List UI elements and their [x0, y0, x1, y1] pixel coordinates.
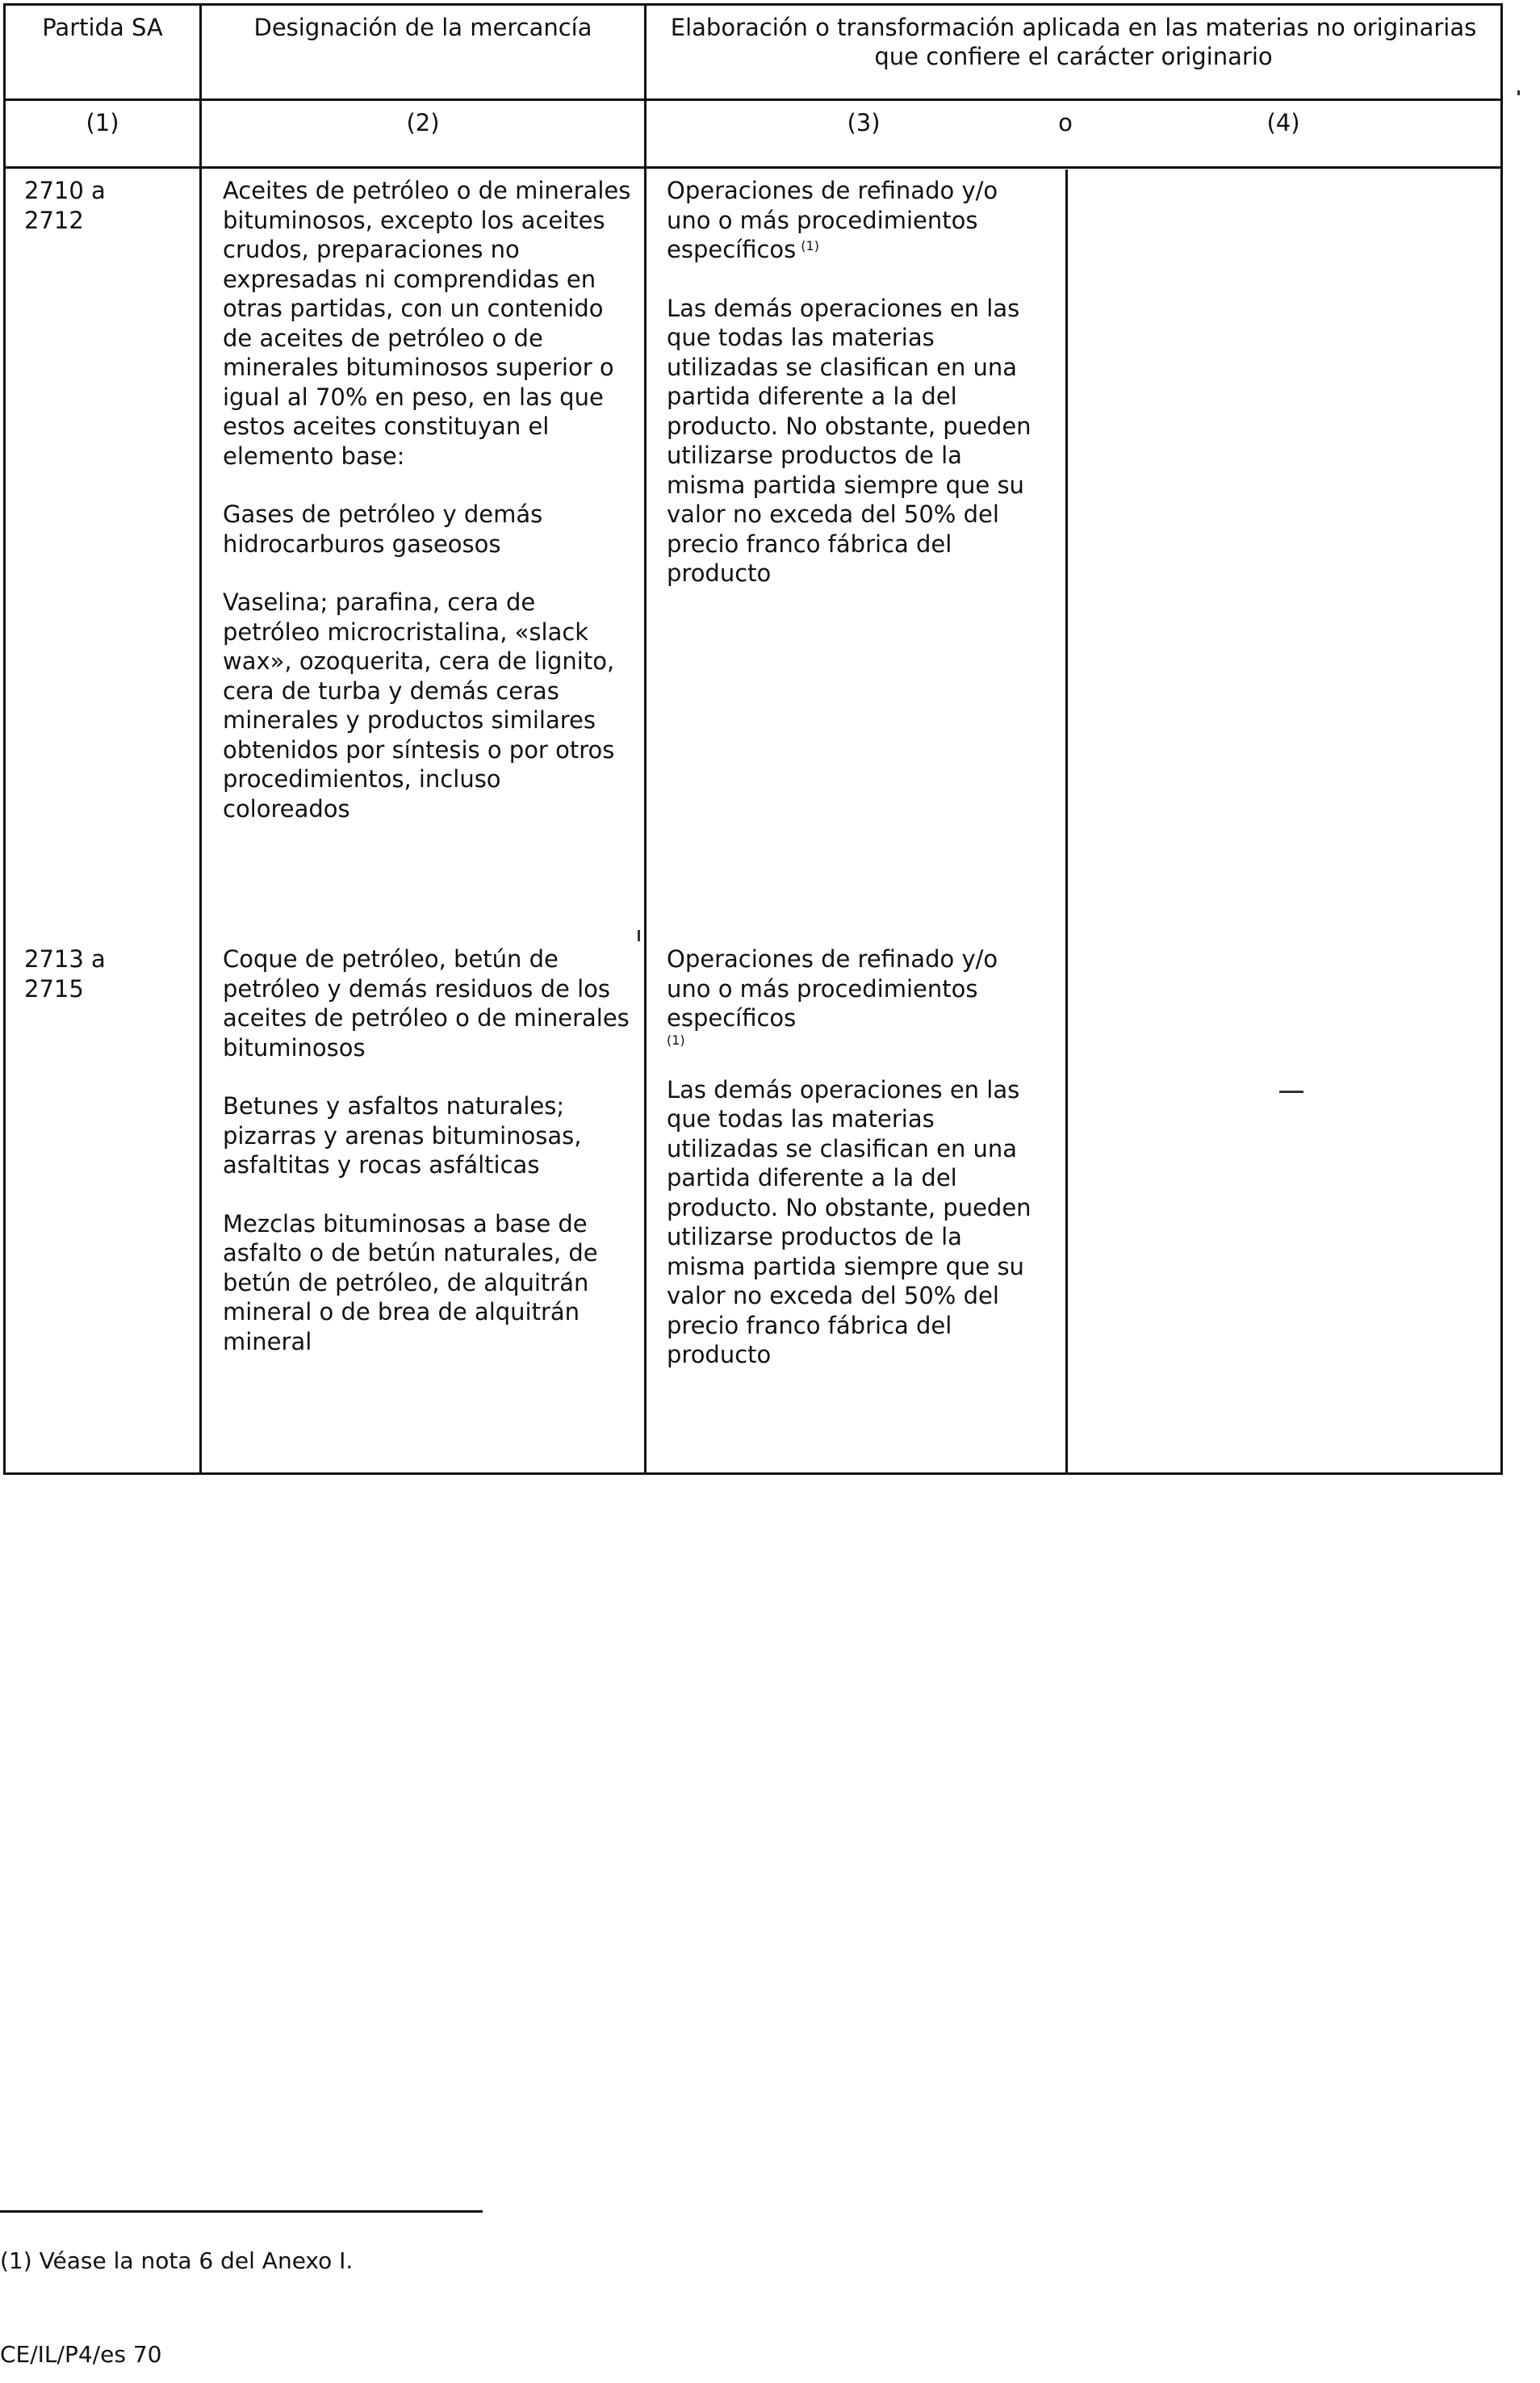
footnote: (1) Véase la nota 6 del Anexo I. — [0, 2247, 354, 2274]
column-divider — [1065, 170, 1068, 1475]
row1-partida: 2710 a 2712 — [24, 177, 106, 234]
header-designacion: Designación de la mercancía — [253, 14, 592, 41]
header-partida: Partida SA — [42, 14, 163, 41]
column-divider — [644, 3, 647, 1475]
row2-elaboracion — [667, 944, 1046, 1370]
footnote-ref: (1) — [667, 1032, 685, 1048]
row1-elaboracion-main-text: Operaciones de refinado y/o uno o más procedimientos específicos — [667, 177, 998, 263]
row1-elaboracion-main — [667, 176, 1046, 265]
header-divider — [3, 98, 1503, 101]
footnote-ref: (1) — [801, 238, 819, 253]
subheader-divider — [3, 166, 1503, 169]
row1-designacion-vaselina: Vaselina; parafina, cera de petróleo microcristalina, «slack wax», ozoquerita, cera de lignito, cera de turba y demás ceras minerales y productos similares obtenidos por síntesis o por otros procedimientos, incluso coloreados — [223, 588, 615, 823]
header-elaboracion: Elaboración o transformación aplicada en las materias no originarias que confiere el carácter originario — [670, 14, 1477, 70]
subheader-or: o — [1058, 109, 1073, 136]
scan-speck — [638, 930, 640, 941]
scan-speck — [1517, 90, 1520, 95]
subheader-col3: (3) — [847, 109, 881, 136]
row1-designacion-gases: Gases de petróleo y demás hidrocarburos gaseosos — [223, 500, 543, 558]
subheader-col4: (4) — [1266, 109, 1300, 136]
row2-designacion — [223, 944, 634, 1356]
row1-designacion-main: Aceites de petróleo o de minerales bituminosos, excepto los aceites crudos, preparaciones no expresadas ni comprendidas en otras partidas, con un contenido de aceites de petróleo o de minerales bituminosos superior o igual al 70% en peso, en las que estos aceites constituyan el elemento base: — [223, 177, 631, 470]
row2-elaboracion-main: Operaciones de refinado y/o uno o más procedimientos específicos — [667, 945, 998, 1032]
page-identifier: CE/IL/P4/es 70 — [0, 2341, 162, 2368]
row1-elaboracion-alt: Las demás operaciones en las que todas las materias utilizadas se clasifican en una partida diferente a la del producto. No obstante, pueden utilizarse productos de la misma partida siempre que su valor no exceda del 50% del precio franco fábrica del producto — [667, 294, 1032, 587]
subheader-col2: (2) — [406, 109, 440, 136]
column-divider — [199, 3, 202, 1475]
footnote-rule — [0, 2210, 483, 2213]
row2-partida: 2713 a 2715 — [24, 945, 106, 1003]
row2-designacion-mezclas: Mezclas bituminosas a base de asfalto o de betún naturales, de betún de petróleo, de alquitrán mineral o de brea de alquitrán mineral — [223, 1209, 598, 1355]
row1-designacion — [223, 176, 634, 823]
row1-elaboracion — [667, 176, 1046, 588]
row2-designacion-betunes: Betunes y asfaltos naturales; pizarras y arenas bituminosas, asfaltitas y rocas asfálticas — [223, 1092, 582, 1179]
row2-elaboracion-alt: Las demás operaciones en las que todas las materias utilizadas se clasifican en una partida diferente a la del producto. No obstante, pueden utilizarse productos de la misma partida siempre que su valor no exceda del 50% del precio franco fábrica del producto — [667, 1075, 1032, 1368]
scan-speck — [1279, 1091, 1304, 1093]
row2-designacion-coque: Coque de petróleo, betún de petróleo y demás residuos de los aceites de petróleo o de minerales bituminosos — [223, 945, 630, 1062]
subheader-col1: (1) — [86, 109, 119, 136]
